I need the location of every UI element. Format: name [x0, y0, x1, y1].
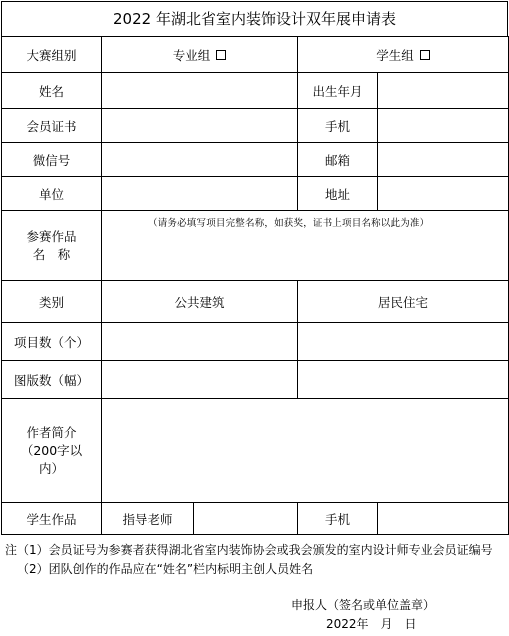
work-title-field[interactable]	[102, 211, 509, 281]
bio-label	[2, 399, 102, 503]
form-title: 2022 年湖北省室内装饰设计双年展申请表	[1, 1, 508, 37]
birth-field[interactable]	[378, 73, 509, 109]
work-label	[2, 211, 102, 281]
type-residential: 居民住宅	[298, 281, 509, 323]
row-count	[2, 323, 509, 361]
member-field[interactable]	[102, 109, 298, 143]
row-bio	[2, 399, 509, 503]
bio-label-line2: （200字以	[20, 442, 83, 458]
date-line: 2022年 月 日	[326, 617, 417, 631]
student-option-label: 学生组	[376, 47, 414, 63]
unit-label: 单位	[2, 177, 102, 211]
member-label: 会员证书	[2, 109, 102, 143]
student-work-label: 学生作品	[2, 503, 102, 535]
bio-label-line1: 作者简介	[26, 424, 77, 440]
work-title-hint: （请务必填写项目完整名称，如获奖，证书上项目名称以此为准）	[148, 218, 430, 229]
advisor-mobile-field[interactable]	[378, 503, 509, 535]
birth-label: 出生年月	[298, 73, 378, 109]
note-2: （2）团队创作的作品应在“姓名”栏内标明主创人员姓名	[17, 562, 314, 576]
row-member	[2, 109, 509, 143]
wechat-field[interactable]	[102, 143, 298, 177]
work-label-line1: 参赛作品	[26, 228, 77, 244]
count-public-field[interactable]	[102, 323, 298, 361]
row-category	[2, 37, 509, 73]
row-work	[2, 211, 509, 281]
student-option[interactable]	[298, 37, 509, 73]
count-residential-field[interactable]	[298, 323, 509, 361]
advisor-label: 指导老师	[102, 503, 194, 535]
applicant-signature-line: 申报人（签名或单位盖章）	[291, 598, 436, 612]
advisor-field[interactable]	[194, 503, 298, 535]
row-type	[2, 281, 509, 323]
email-label: 邮箱	[298, 143, 378, 177]
notes	[5, 541, 505, 579]
application-form-table	[1, 36, 509, 535]
row-wechat	[2, 143, 509, 177]
student-checkbox[interactable]	[420, 50, 430, 60]
email-field[interactable]	[378, 143, 509, 177]
type-label: 类别	[2, 281, 102, 323]
professional-option[interactable]	[102, 37, 298, 73]
row-student	[2, 503, 509, 535]
count-label: 项目数（个）	[2, 323, 102, 361]
boards-label: 图版数（幅）	[2, 361, 102, 399]
unit-field[interactable]	[102, 177, 298, 211]
category-label: 大赛组别	[2, 37, 102, 73]
bio-label-line3: 内）	[38, 460, 64, 476]
row-boards	[2, 361, 509, 399]
row-unit	[2, 177, 509, 211]
row-name	[2, 73, 509, 109]
address-field[interactable]	[378, 177, 509, 211]
name-field[interactable]	[102, 73, 298, 109]
note-1: 注（1）会员证号为参赛者获得湖北省室内装饰协会或我会颁发的室内设计师专业会员证编号	[5, 543, 493, 557]
mobile-label: 手机	[298, 109, 378, 143]
professional-option-label: 专业组	[172, 47, 211, 63]
bio-field[interactable]	[102, 399, 509, 503]
wechat-label: 微信号	[2, 143, 102, 177]
professional-checkbox[interactable]	[216, 50, 226, 60]
boards-public-field[interactable]	[102, 361, 298, 399]
address-label: 地址	[298, 177, 378, 211]
work-label-line2: 名 称	[32, 246, 71, 262]
type-public: 公共建筑	[102, 281, 298, 323]
name-label: 姓名	[2, 73, 102, 109]
mobile-field[interactable]	[378, 109, 509, 143]
advisor-mobile-label: 手机	[298, 503, 378, 535]
boards-residential-field[interactable]	[298, 361, 509, 399]
